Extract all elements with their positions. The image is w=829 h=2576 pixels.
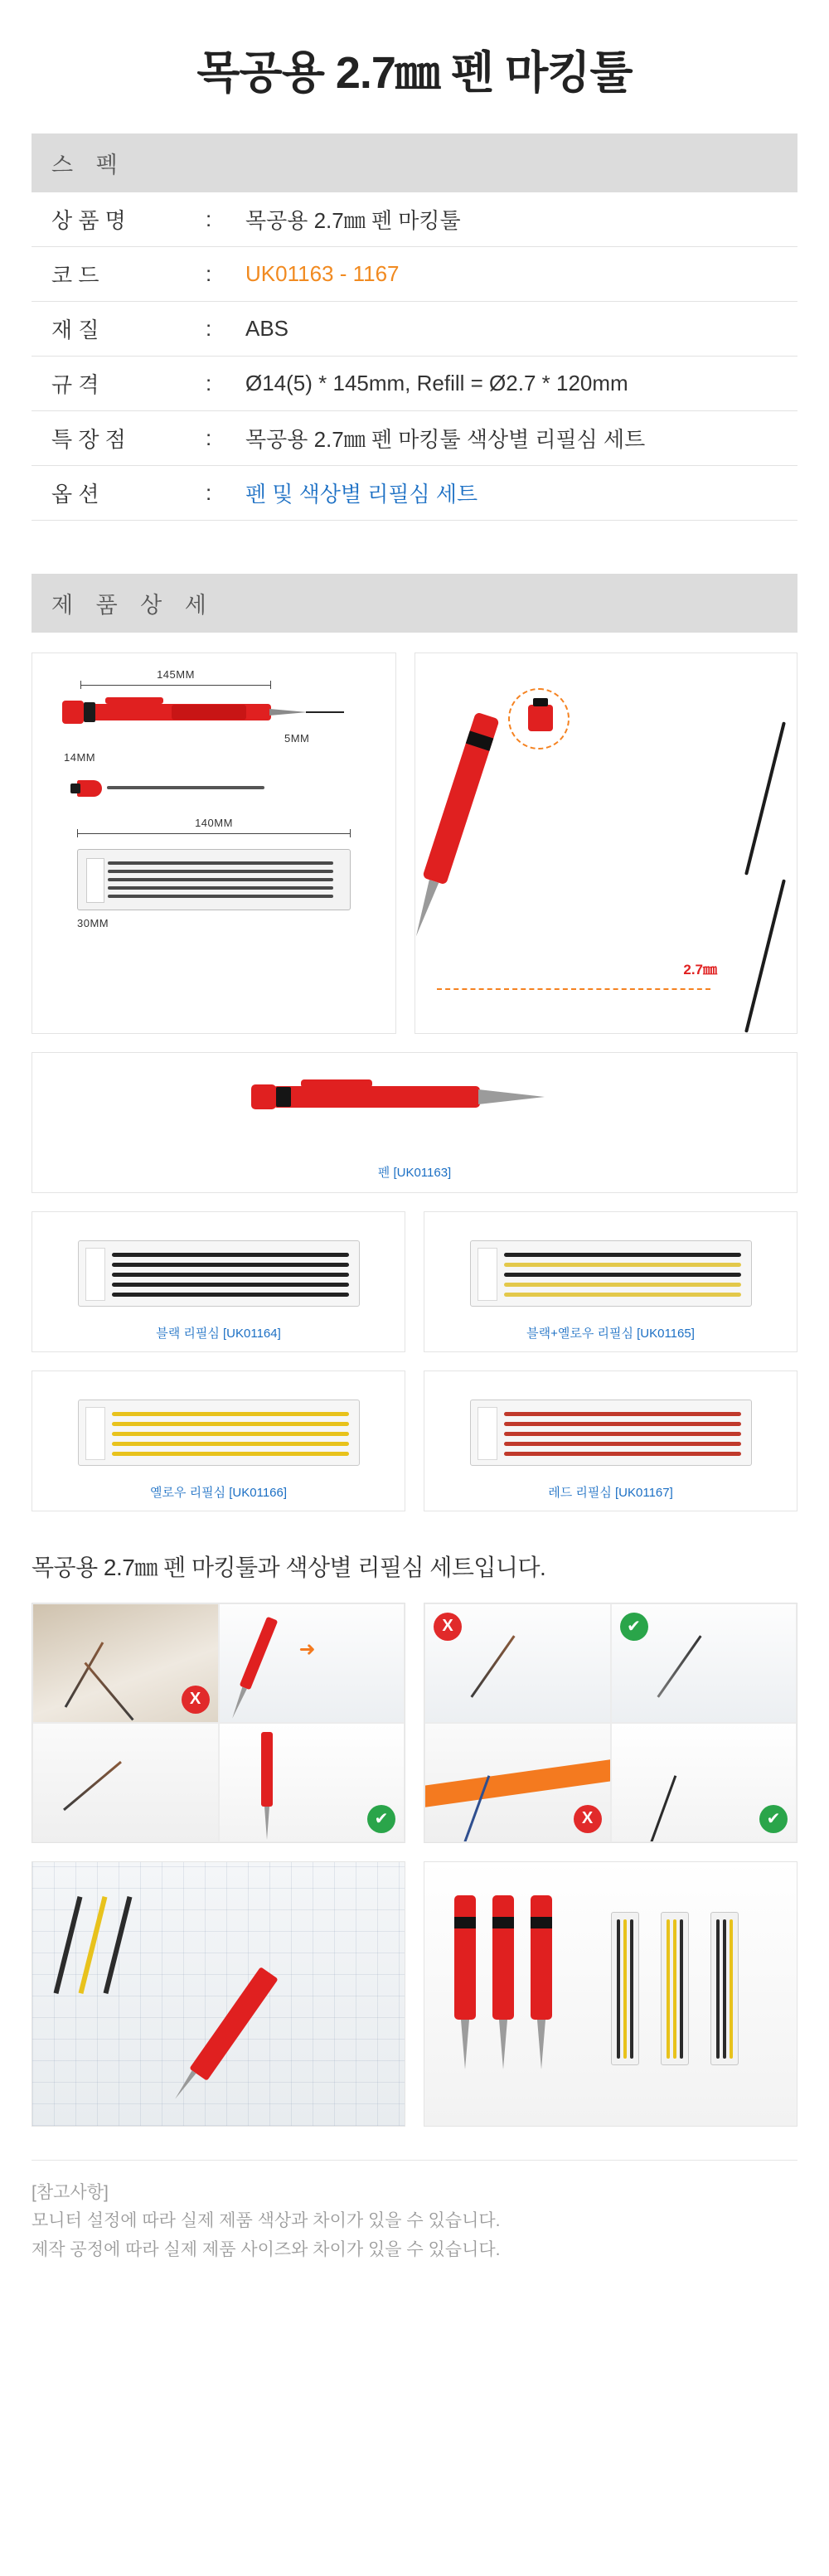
spec-value: ABS bbox=[245, 315, 289, 341]
spec-label: 옵 션 bbox=[51, 481, 99, 507]
spec-value-code: UK01163 - 1167 bbox=[245, 260, 400, 286]
pen-illustration bbox=[47, 694, 381, 732]
mark-bad: X bbox=[574, 1805, 602, 1833]
spec-label: 코 드 bbox=[51, 262, 99, 288]
dimension-refill-length-label: 140MM bbox=[195, 816, 233, 829]
photo-blueprint-scene bbox=[32, 1861, 405, 2127]
dimension-length-label: 145MM bbox=[157, 667, 195, 681]
dimension-case-width-label: 30MM bbox=[77, 916, 109, 929]
spec-label: 특 장 점 bbox=[51, 426, 126, 452]
lead-size-diagram-panel bbox=[414, 652, 797, 1034]
spec-value-option: 펜 및 색상별 리필심 세트 bbox=[245, 481, 478, 507]
refill-lead-illustration bbox=[47, 777, 381, 798]
mark-good: ✔ bbox=[759, 1805, 788, 1833]
table-row bbox=[32, 465, 797, 520]
photo-studio-set bbox=[424, 1861, 797, 2127]
spec-colon: : bbox=[206, 206, 212, 231]
detail-image-area bbox=[0, 633, 829, 1511]
refill-grid bbox=[32, 1211, 797, 1511]
spec-value: Ø14(5) * 145mm, Refill = Ø2.7 * 120mm bbox=[245, 370, 628, 395]
table-row bbox=[32, 192, 797, 247]
spec-table bbox=[32, 192, 797, 521]
photo-deep-hole-good bbox=[611, 1723, 797, 1842]
table-row bbox=[32, 246, 797, 301]
mark-good: ✔ bbox=[367, 1805, 395, 1833]
photo-cap-sharpener: ➜ bbox=[219, 1603, 405, 1723]
footnote-title: [참고사항] bbox=[32, 2182, 109, 2202]
spec-section-heading: 스 펙 bbox=[32, 133, 797, 192]
page-title: 목공용 2.7㎜ 펜 마킹툴 bbox=[196, 48, 633, 98]
spec-label: 재 질 bbox=[51, 317, 99, 342]
refill-item-red bbox=[424, 1370, 797, 1511]
usage-photo-grid bbox=[32, 1603, 797, 1843]
spec-colon: : bbox=[206, 370, 212, 395]
detail-top-row bbox=[32, 652, 797, 1034]
photo-card-sharpening bbox=[32, 1603, 405, 1843]
detail-section-heading: 제 품 상 세 bbox=[32, 574, 797, 633]
refill-case-illustration bbox=[77, 849, 351, 910]
footnote-line: 제작 공정에 따라 실제 제품 사이즈와 차이가 있을 수 있습니다. bbox=[32, 2240, 501, 2260]
photo-sharpener-result bbox=[219, 1723, 405, 1842]
spec-value: 목공용 2.7㎜ 펜 마킹툴 색상별 리필심 세트 bbox=[245, 426, 646, 452]
refill-item-black-yellow bbox=[424, 1211, 797, 1352]
mark-good: ✔ bbox=[620, 1613, 648, 1641]
product-description: 목공용 2.7㎜ 펜 마킹툴과 색상별 리필심 세트입니다. bbox=[32, 1554, 546, 1580]
photo-card-marking-compare bbox=[424, 1603, 797, 1843]
mark-bad: X bbox=[434, 1613, 462, 1641]
cap-zoom-circle bbox=[508, 688, 570, 750]
dimension-diagram-panel bbox=[32, 652, 396, 1034]
refill-caption: 블랙+옐로우 리필심 [UK01165] bbox=[526, 1326, 695, 1341]
spec-value: 목공용 2.7㎜ 펜 마킹툴 bbox=[245, 207, 461, 233]
photo-deep-hole-bad bbox=[424, 1723, 611, 1842]
pen-caption: 펜 [UK01163] bbox=[377, 1165, 452, 1180]
spec-colon: : bbox=[206, 260, 212, 286]
refill-caption: 블랙 리필심 [UK01164] bbox=[156, 1326, 281, 1341]
refill-caption: 옐로우 리필심 [UK01166] bbox=[149, 1485, 288, 1500]
footnote bbox=[32, 2160, 797, 2265]
photo-pencil-shavings bbox=[32, 1603, 219, 1723]
refill-caption: 레드 리필심 [UK01167] bbox=[548, 1485, 673, 1500]
mark-bad: X bbox=[182, 1686, 210, 1714]
spec-colon: : bbox=[206, 315, 212, 341]
refill-item-yellow bbox=[32, 1370, 405, 1511]
page-title-section bbox=[0, 0, 829, 133]
spec-label: 규 격 bbox=[51, 371, 99, 397]
photo-marking-tool bbox=[611, 1603, 797, 1723]
photo-ordinary-pencil bbox=[424, 1603, 611, 1723]
dimension-tip-label: 5MM bbox=[284, 731, 310, 745]
table-row bbox=[32, 301, 797, 356]
spec-colon: : bbox=[206, 424, 212, 450]
footnote-line: 모니터 설정에 따라 실제 제품 색상과 차이가 있을 수 있습니다. bbox=[32, 2211, 501, 2231]
pen-illustration-angled bbox=[422, 711, 499, 885]
dimension-diameter-label: 14MM bbox=[64, 750, 96, 764]
table-row bbox=[32, 410, 797, 465]
lead-rods-illustration bbox=[745, 720, 767, 1034]
photo-hand-cutting bbox=[32, 1723, 219, 1842]
lead-size-label: 2.7㎜ bbox=[683, 961, 717, 978]
table-row bbox=[32, 356, 797, 410]
scene-photo-grid bbox=[32, 1861, 797, 2127]
refill-item-black bbox=[32, 1211, 405, 1352]
pen-product-panel bbox=[32, 1052, 797, 1193]
spec-colon: : bbox=[206, 479, 212, 505]
spec-label: 상 품 명 bbox=[51, 207, 126, 233]
